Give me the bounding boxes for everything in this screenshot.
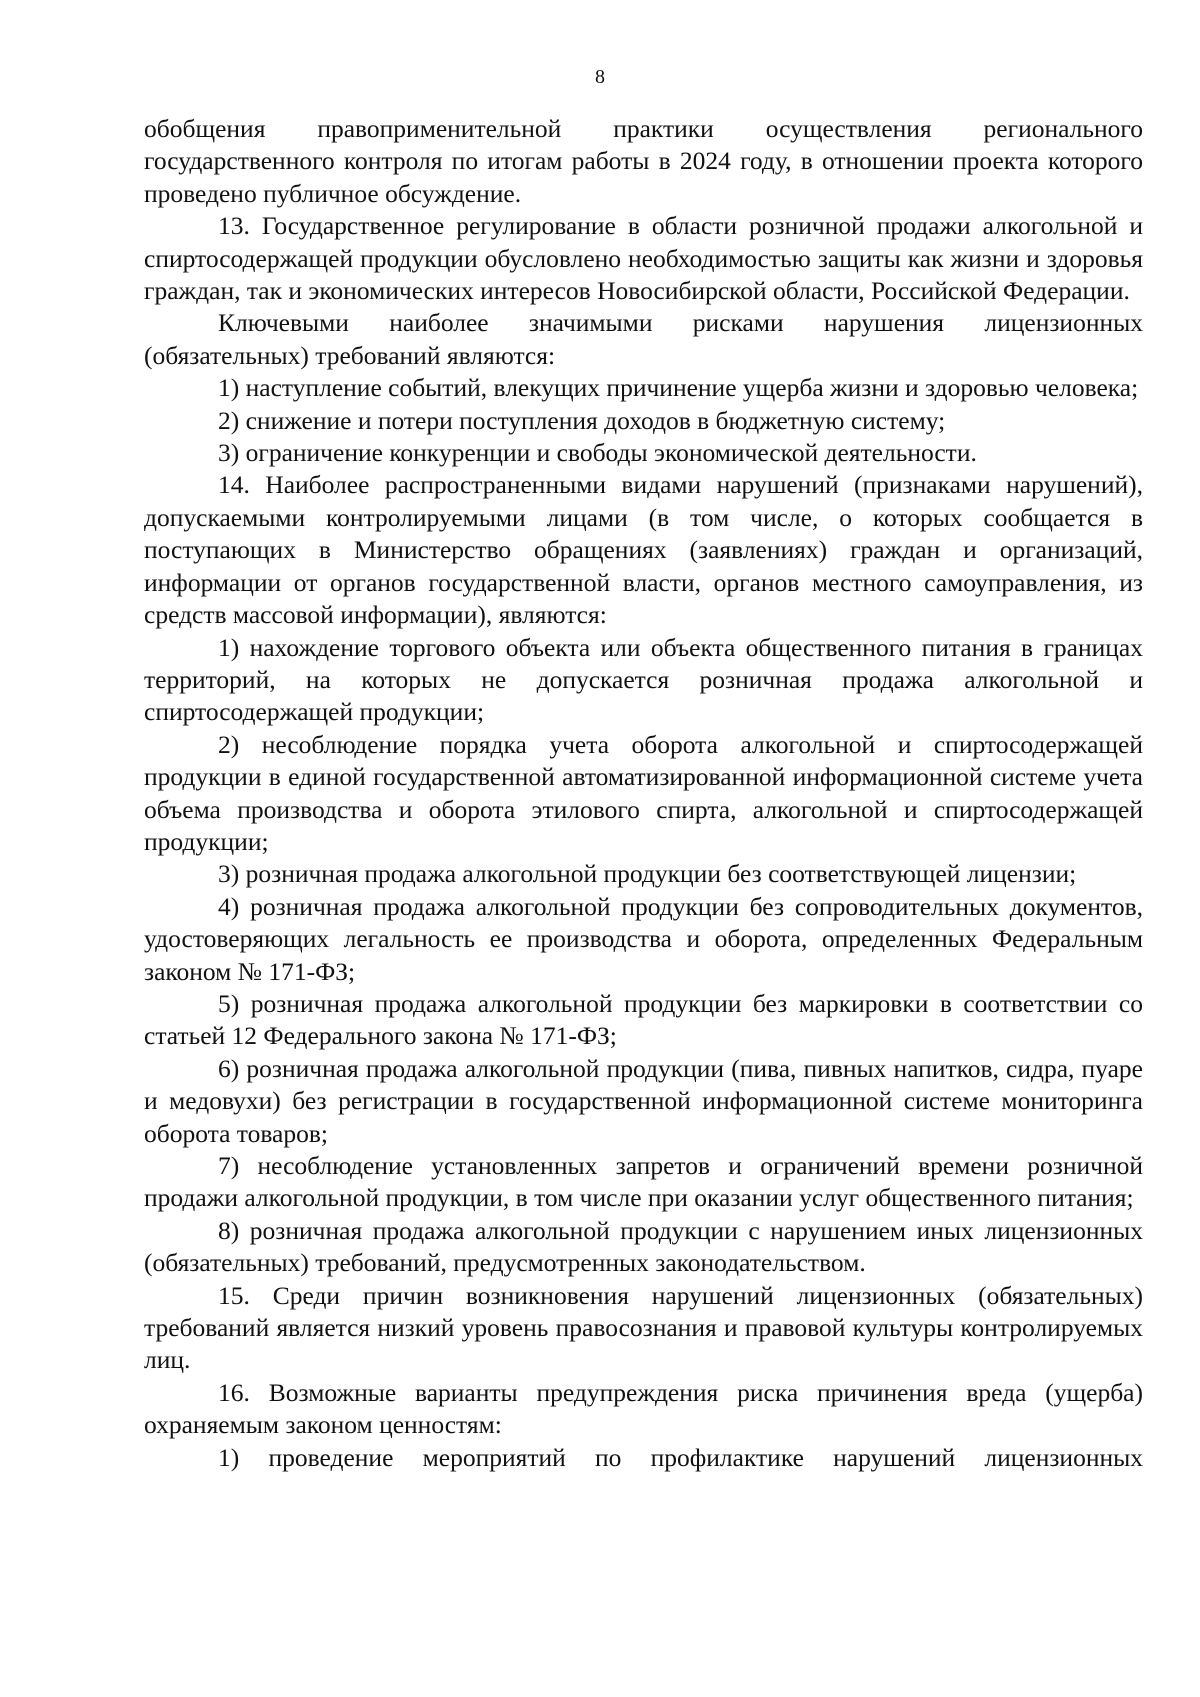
list-item: 6) розничная продажа алкогольной продукции (пива, пивных напитков, сидра, пуаре и медовухи) без регистрации в государственной информационной системе мониторинга оборота товаров;	[144, 1053, 1143, 1148]
list-item: 2) несоблюдение порядка учета оборота алкогольной и спиртосодержащей продукции в единой государственной автоматизированной информационной системе учета объема производства и оборота этилового спирта, алкогольной и спиртосодержащей продукции;	[144, 729, 1143, 856]
paragraph: Ключевыми наиболее значимыми рисками нарушения лицензионных (обязательных) требований являются:	[144, 308, 1143, 370]
paragraph: обобщения правоприменительной практики осуществления регионального государственного контроля по итогам работы в 2024 году, в отношении проекта которого проведено публичное обсуждение.	[144, 114, 1143, 208]
list-item: 1) нахождение торгового объекта или объекта общественного питания в границах территорий, на которых не допускается розничная продажа алкогольной и спиртосодержащей продукции;	[144, 632, 1143, 727]
list-item: 4) розничная продажа алкогольной продукции без сопроводительных документов, удостоверяющих легальность ее производства и оборота, определенных Федеральным законом № 171-ФЗ;	[144, 891, 1143, 986]
paragraph: 15. Среди причин возникновения нарушений лицензионных (обязательных) требований является низкий уровень правосознания и правовой культуры контролируемых лиц.	[144, 1280, 1143, 1375]
list-item: 2) снижение и потери поступления доходов в бюджетную систему;	[218, 405, 946, 435]
list-item: 1) наступление событий, влекущих причинение ущерба жизни и здоровью человека;	[218, 373, 1139, 403]
list-item: 3) ограничение конкуренции и свободы экономической деятельности.	[218, 438, 977, 468]
paragraph: 14. Наиболее распространенными видами нарушений (признаками нарушений), допускаемыми контролируемыми лицами (в том числе, о которых сообщается в поступающих в Министерство обращениях (заявлениях) граждан и организаций, информации от органов государственной власти, органов местного самоуправления, из средств массовой информации), являются:	[144, 470, 1143, 630]
page-number: 8	[595, 66, 605, 88]
list-item: 1) проведение мероприятий по профилактике нарушений лицензионных	[218, 1442, 1143, 1472]
paragraph: 16. Возможные варианты предупреждения риска причинения вреда (ущерба) охраняемым законом ценностям:	[144, 1377, 1143, 1440]
list-item: 5) розничная продажа алкогольной продукции без маркировки в соответствии со статьей 12 Федерального закона № 171-ФЗ;	[144, 988, 1143, 1051]
list-item: 8) розничная продажа алкогольной продукции с нарушением иных лицензионных (обязательных) требований, предусмотренных законодательством.	[144, 1215, 1143, 1278]
list-item: 3) розничная продажа алкогольной продукции без соответствующей лицензии;	[218, 859, 1077, 889]
list-item: 7) несоблюдение установленных запретов и ограничений времени розничной продажи алкогольной продукции, в том числе при оказании услуг общественного питания;	[144, 1151, 1143, 1213]
document-body	[144, 113, 1143, 1474]
paragraph: 13. Государственное регулирование в области розничной продажи алкогольной и спиртосодержащей продукции обусловлено необходимостью защиты как жизни и здоровья граждан, так и экономических интересов Новосибирской области, Российской Федерации.	[144, 211, 1143, 306]
